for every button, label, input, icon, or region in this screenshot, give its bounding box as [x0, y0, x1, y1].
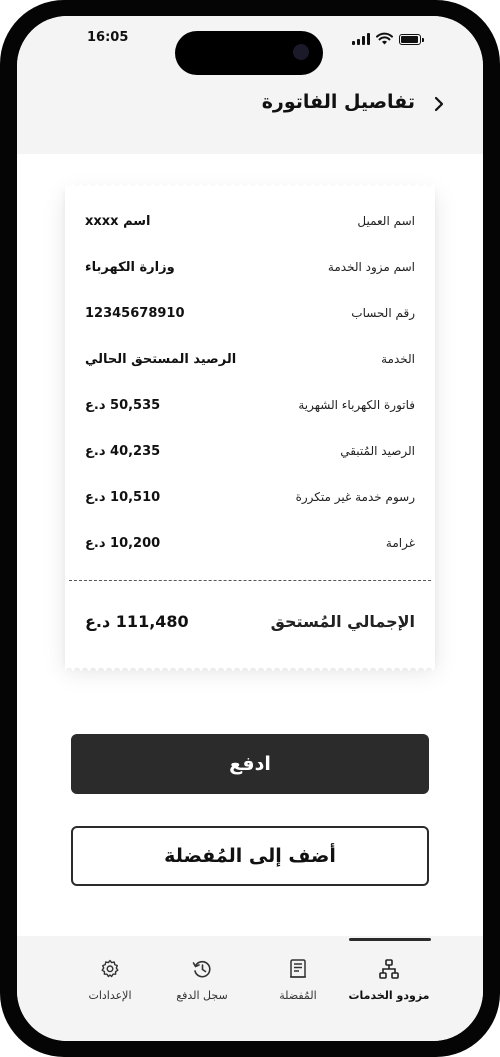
pay-button[interactable]: ادفع — [71, 734, 429, 794]
bill-row-value: 10,510 د.ع — [85, 490, 161, 505]
bill-row-label: رقم الحساب — [351, 306, 415, 320]
bill-row-label: فاتورة الكهرباء الشهرية — [298, 398, 415, 412]
bill-row-provider — [85, 256, 415, 286]
active-tab-indicator — [349, 938, 431, 941]
bill-row-label: اسم مزود الخدمة — [327, 260, 415, 274]
battery-icon — [399, 34, 421, 45]
bill-row-monthly — [85, 394, 415, 424]
gear-icon — [99, 958, 121, 980]
page-title: تفاصيل الفاتورة — [261, 91, 415, 113]
bottom-tab-bar — [17, 936, 483, 1041]
bill-row-value: 12345678910 — [85, 306, 185, 321]
bill-receipt — [65, 188, 435, 666]
bill-row-label: الخدمة — [381, 352, 415, 366]
bill-row-fees — [85, 486, 415, 516]
bill-row-remaining — [85, 440, 415, 470]
tab-settings[interactable] — [65, 958, 155, 1018]
bill-row-value: الرصيد المستحق الحالي — [85, 352, 237, 367]
status-icons — [352, 31, 421, 45]
bill-row-value: 50,535 د.ع — [85, 398, 161, 413]
bill-row-label: غرامة — [385, 536, 415, 550]
bill-row-penalty — [85, 532, 415, 562]
wifi-icon — [376, 32, 393, 45]
signal-icon — [352, 33, 370, 45]
bill-row-label: اسم العميل — [357, 214, 415, 228]
screen — [17, 16, 483, 1041]
tab-payment-history[interactable] — [157, 958, 247, 1018]
add-to-favorites-button[interactable]: أضف إلى المُفضلة — [71, 826, 429, 886]
dynamic-island — [175, 31, 323, 75]
bill-row-label: رسوم خدمة غير متكررة — [295, 490, 415, 504]
bill-row-value: 10,200 د.ع — [85, 536, 161, 551]
status-bar — [17, 16, 483, 76]
bill-row-value: اسم xxxx — [85, 214, 151, 229]
bill-row-account — [85, 302, 415, 332]
dashed-divider — [69, 580, 431, 581]
tab-label: المُفضلة — [279, 989, 317, 1002]
status-time: 16:05 — [87, 30, 129, 45]
receipt-top-edge — [65, 183, 435, 189]
bill-row-service — [85, 348, 415, 378]
back-chevron-icon[interactable] — [429, 94, 449, 114]
camera-icon — [293, 44, 309, 60]
total-label: الإجمالي المُستحق — [270, 612, 415, 631]
receipt-bottom-edge — [65, 665, 435, 671]
bill-row-customer — [85, 210, 415, 240]
tab-favorites[interactable] — [253, 958, 343, 1018]
total-value: 111,480 د.ع — [85, 612, 189, 631]
bill-row-label: الرصيد المُتبقي — [340, 444, 415, 458]
history-icon — [191, 958, 213, 980]
tab-label: مزودو الخدمات — [348, 989, 430, 1002]
tab-label: سجل الدفع — [176, 989, 228, 1002]
tab-service-providers[interactable] — [344, 958, 434, 1018]
bill-total — [85, 612, 415, 642]
header — [17, 76, 483, 154]
tab-label: الإعدادات — [88, 989, 132, 1002]
favorites-icon — [287, 958, 309, 980]
providers-icon — [378, 958, 400, 980]
bill-row-value: 40,235 د.ع — [85, 444, 161, 459]
bill-row-value: وزارة الكهرباء — [85, 260, 175, 275]
